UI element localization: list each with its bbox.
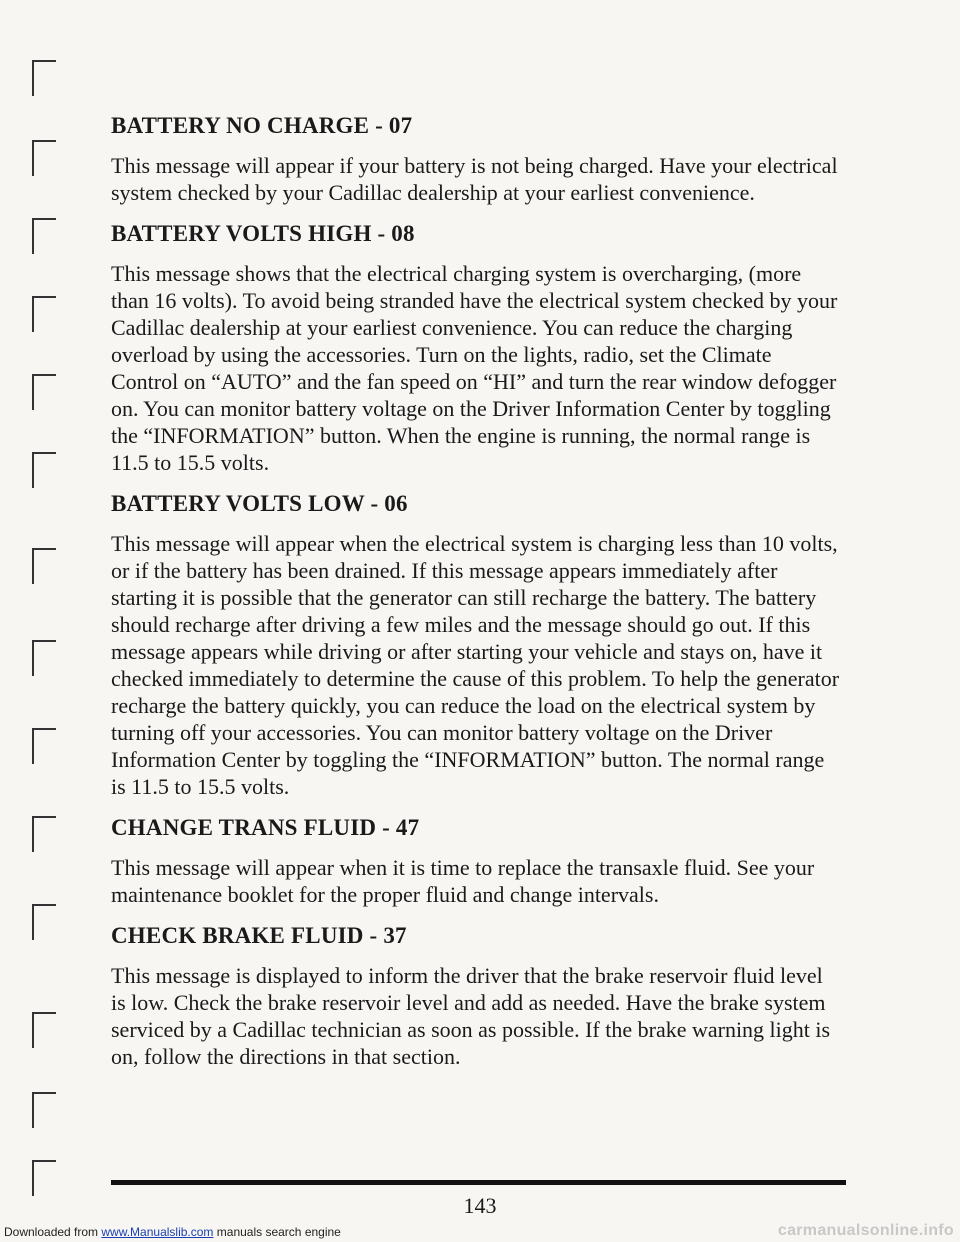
section-body: This message is displayed to inform the driver that the brake reservoir fluid level is low. Check the brake reservoir level and add as needed. Have the brake system serviced by a Cadillac technician as soon as possible. If the brake warning light is on, follow the directions in that section. (111, 963, 831, 1069)
section-body: This message will appear if your battery is not being charged. Have your electrical system checked by your Cadillac dealership at your earliest convenience. (111, 153, 838, 205)
edge-tab-mark (32, 904, 56, 940)
edge-tab-mark (32, 374, 56, 410)
edge-tab-mark (32, 140, 56, 176)
section-body: This message shows that the electrical charging system is overcharging, (more than 16 volts). To avoid being stranded have the electrical system checked by your Cadillac dealership at your earliest convenience. You can reduce the charging overload by using the accessories. Turn on the lights, radio, set the Climate Control on “AUTO” and the fan speed on “HI” and turn the rear window defogger on. You can monitor battery voltage on the Driver Information Center by toggling the “INFORMATION” button. When the engine is running, the normal range is 11.5 to 15.5 volts. (111, 261, 838, 475)
manualslib-link[interactable]: www.Manualslib.com (101, 1225, 214, 1239)
message-section-battery-no-charge (111, 112, 841, 206)
page-number: 143 (463, 1193, 497, 1218)
section-heading: CHANGE TRANS FLUID - 47 (111, 815, 420, 840)
message-section-check-brake-fluid (111, 922, 841, 1070)
section-body: This message will appear when it is time to replace the transaxle fluid. See your maintenance booklet for the proper fluid and change intervals. (111, 855, 815, 907)
section-body: This message will appear when the electrical system is charging less than 10 volts, or if the battery has been drained. If this message appears immediately after starting it is possible that the generator can still recharge the battery. The battery should recharge after driving a few miles and the message should go out. If this message appears while driving or after starting your vehicle and stays on, have it checked immediately to determine the cause of this problem. To help the generator recharge the battery quickly, you can reduce the load on the electrical system by turning off your accessories. You can monitor battery voltage on the Driver Information Center by toggling the “INFORMATION” button. The normal range is 11.5 to 15.5 volts. (111, 531, 840, 799)
section-heading: BATTERY VOLTS LOW - 06 (111, 491, 408, 516)
edge-tab-mark (32, 1160, 56, 1196)
edge-tab-mark (32, 816, 56, 852)
message-section-change-trans-fluid (111, 814, 841, 908)
page-content (111, 112, 841, 1084)
edge-tab-mark (32, 1092, 56, 1128)
edge-tab-mark (32, 452, 56, 488)
edge-tab-mark (32, 296, 56, 332)
section-heading: BATTERY NO CHARGE - 07 (111, 113, 413, 138)
edge-tab-mark (32, 640, 56, 676)
edge-tab-mark (32, 1012, 56, 1048)
footer-rule (111, 1180, 846, 1185)
edge-tab-mark (32, 218, 56, 254)
message-section-battery-volts-high (111, 220, 841, 476)
section-heading: BATTERY VOLTS HIGH - 08 (111, 221, 415, 246)
watermark: carmanualsonline.info (777, 1222, 954, 1239)
footer-suffix: manuals search engine (213, 1225, 341, 1239)
page-edge-tab-marks (24, 0, 84, 1242)
section-heading: CHECK BRAKE FLUID - 37 (111, 923, 407, 948)
edge-tab-mark (32, 548, 56, 584)
edge-tab-mark (32, 728, 56, 764)
edge-tab-mark (32, 60, 56, 96)
footer-prefix: Downloaded from (4, 1225, 102, 1239)
download-footer (4, 1225, 341, 1239)
message-section-battery-volts-low (111, 490, 841, 800)
